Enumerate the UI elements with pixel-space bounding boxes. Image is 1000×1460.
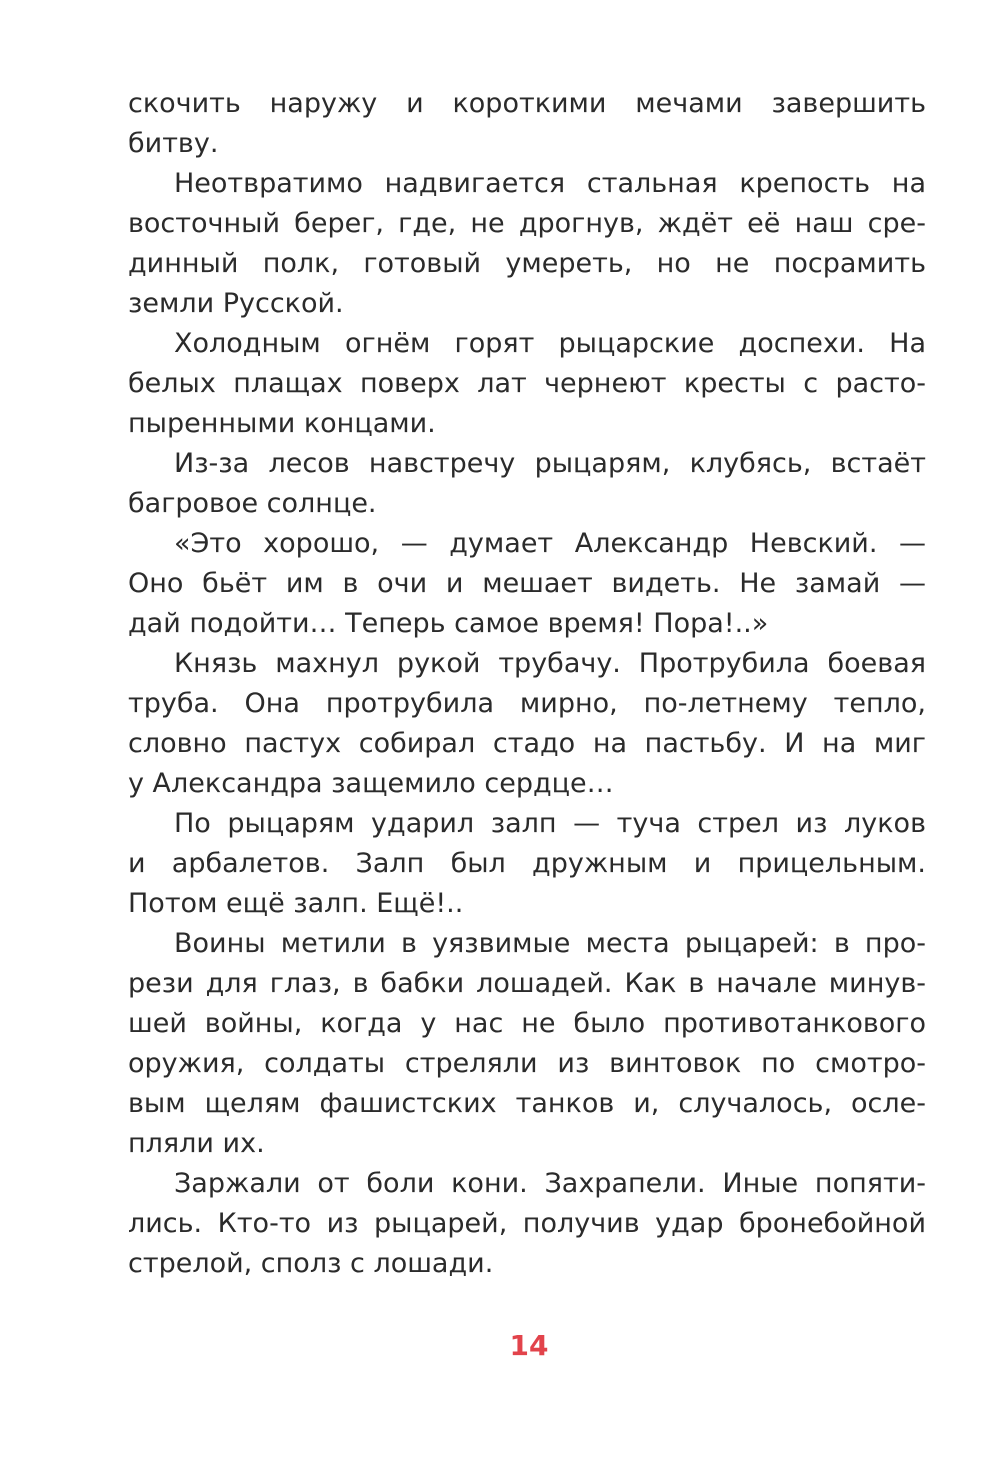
text-line: дай подойти… Теперь самое время! Пора!..» [128,608,769,639]
text-line: пляли их. [128,1128,265,1159]
paragraph-5 [128,524,926,644]
paragraph-3 [128,324,926,444]
text-line: битву. [128,128,219,159]
text-line: и арбалетов. Залп был дружным и прицельным. [128,848,926,879]
text-line: Князь махнул рукой трубачу. Протрубила боевая [174,648,926,679]
text-line: динный полк, готовый умереть, но не посрамить [128,248,926,279]
text-line: Оно бьёт им в очи и мешает видеть. Не замай — [128,568,926,599]
body-text [128,84,926,1284]
text-line: скочить наружу и короткими мечами завершить [128,88,926,119]
text-line: лись. Кто-то из рыцарей, получив удар бронебойной [128,1208,926,1239]
text-line: словно пастух собирал стадо на пастьбу. И на миг [128,728,926,759]
text-line: земли Русской. [128,288,344,319]
text-line: восточный берег, где, не дрогнув, ждёт её наш сре- [128,208,926,239]
text-line: Из-за лесов навстречу рыцарям, клубясь, встаёт [174,448,926,479]
paragraph-7 [128,804,926,924]
text-line: По рыцарям ударил залп — туча стрел из луков [174,808,926,839]
text-line: «Это хорошо, — думает Александр Невский. — [174,528,926,559]
text-line: рези для глаз, в бабки лошадей. Как в начале минув- [128,968,926,999]
text-line: Воины метили в уязвимые места рыцарей: в про- [174,928,926,959]
paragraph-1 [128,84,926,164]
paragraph-8 [128,924,926,1164]
text-line: Потом ещё залп. Ещё!.. [128,888,464,919]
text-line: пыренными концами. [128,408,436,439]
page-number: 14 [509,1329,549,1362]
text-line: Заржали от боли кони. Захрапели. Иные попяти- [174,1168,926,1199]
text-line: у Александра защемило сердце… [128,768,614,799]
paragraph-2 [128,164,926,324]
text-line: Неотвратимо надвигается стальная крепость на [174,168,926,199]
paragraph-6 [128,644,926,804]
text-line: стрелой, сполз с лошади. [128,1248,494,1279]
text-line: шей войны, когда у нас не было противотанкового [128,1008,926,1039]
text-line: Холодным огнём горят рыцарские доспехи. На [174,328,926,359]
text-line: багровое солнце. [128,488,377,519]
text-line: вым щелям фашистских танков и, случалось, осле- [128,1088,926,1119]
text-line: белых плащах поверх лат чернеют кресты с расто- [128,368,926,399]
text-line: оружия, солдаты стреляли из винтовок по смотро- [128,1048,926,1079]
paragraph-4 [128,444,926,524]
text-line: труба. Она протрубила мирно, по-летнему тепло, [128,688,926,719]
paragraph-9 [128,1164,926,1284]
